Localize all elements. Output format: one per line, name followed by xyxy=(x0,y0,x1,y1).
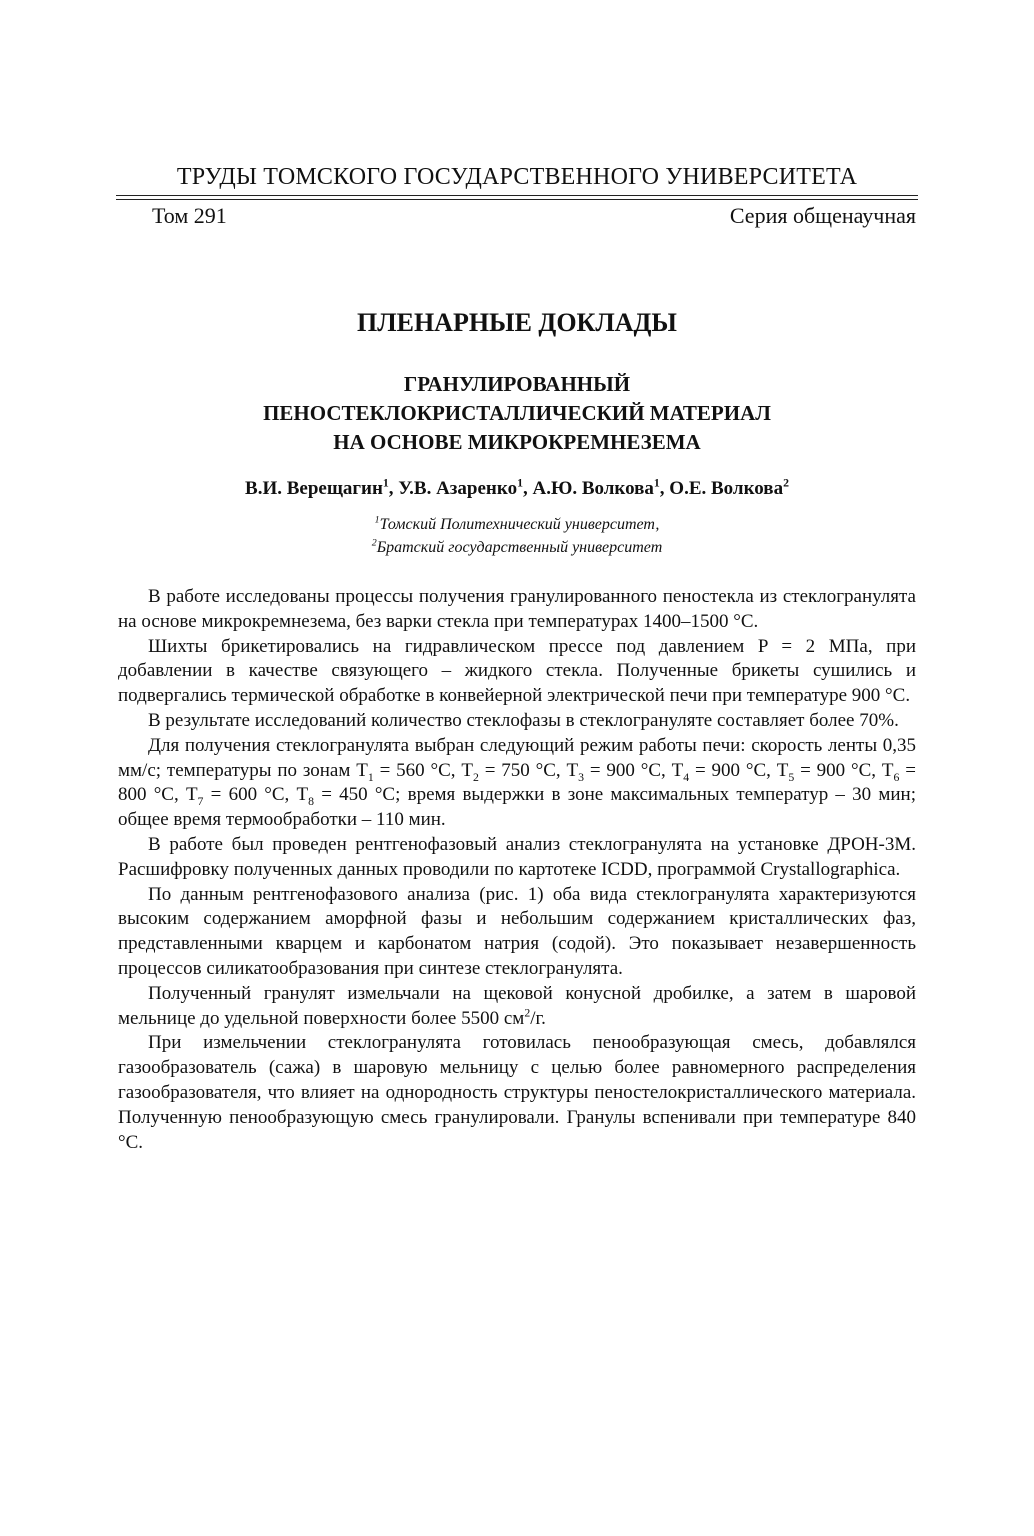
furnace-mode-tail: ; время выдержки в зоне максимальных температур – 30 мин; общее время термообработки – 110 мин. xyxy=(118,784,916,831)
body-paragraph: По данным рентгенофазового анализа (рис. 1) оба вида стеклогранулята характеризуются высоким содержанием аморфной фазы и небольшим содержанием кристаллических фаз, представленными кварцем и карбонатом натрия (содой). Это показывает незавершенность процессов силикатообразования при синтезе стеклогранулята. xyxy=(118,883,916,979)
header-rule-top xyxy=(116,195,918,196)
body-paragraph: Шихты брикетировались на гидравлическом прессе под давлением P = 2 МПа, при добавлении в качестве связующего – жидкого стекла. Полученные брикеты сушились и подвергались термической обработке в конвейерной электрической печи при температуре 900 °С. xyxy=(118,635,916,707)
article-title xyxy=(116,370,918,457)
affiliation-number: 1 xyxy=(374,514,380,526)
furnace-mode-intro: Для получения стеклогранулята выбран следующий режим работы печи: скорость ленты 0,35 мм/с; температуры по зонам xyxy=(118,734,916,781)
body-paragraph: В работе был проведен рентгенофазовый анализ стеклогранулята на установке ДРОН-3М. Расшифровку полученных данных проводили по картотеке ICDD, программой Crystallographica. xyxy=(118,833,916,880)
body-paragraph: В результате исследований количество стеклофазы в стеклогрануляте составляет более 70%. xyxy=(148,709,899,731)
superscript-exponent: 2 xyxy=(524,1006,531,1020)
section-title: ПЛЕНАРНЫЕ ДОКЛАДЫ xyxy=(357,308,677,337)
article-title-line: НА ОСНОВЕ МИКРОКРЕМНЕЗЕМА xyxy=(333,430,701,454)
affiliations xyxy=(116,513,918,559)
author-name: А.Ю. Волкова xyxy=(532,478,654,499)
author-name: У.В. Азаренко xyxy=(398,478,518,499)
article-title-line: ГРАНУЛИРОВАННЫЙ xyxy=(403,372,631,396)
author-affiliation-mark: 2 xyxy=(783,476,789,490)
affiliation-text: Братский государственный университет xyxy=(376,539,663,556)
body-paragraph-furnace-mode xyxy=(118,734,916,833)
zone-temperature: $T_7 = 600$ °С, xyxy=(185,784,297,809)
body-paragraph-grinding: Полученный гранулят измельчали на щековой конусной дробилке, а затем в шаровой мельнице до удельной поверхности более 5500 $см^2/г$. xyxy=(118,982,916,1029)
author-name: О.Е. Волкова xyxy=(669,478,784,499)
body-paragraph: В работе исследованы процессы получения гранулированного пеностекла из стеклогранулята на основе микрокремнезема, без варки стекла при температурах 1400–1500 °С. xyxy=(118,586,916,632)
series-name: Серия общенаучная xyxy=(729,203,916,228)
zone-temperature: $T_4 = 900$ °С, xyxy=(671,759,777,784)
affiliation-line xyxy=(116,513,918,536)
volume-number: Том 291 xyxy=(152,203,227,228)
article-body xyxy=(118,585,916,1155)
affiliation-text: Томский Политехнический университет, xyxy=(379,516,660,533)
zone-temperature: $T_2 = 750$ °С, xyxy=(461,759,567,784)
zone-temperature: $T_1 = 560$ °С, xyxy=(356,759,462,784)
author-affiliation-mark: 1 xyxy=(653,476,660,490)
zone-temperature: $T_3 = 900$ °С, xyxy=(566,759,672,784)
article-title-line: ПЕНОСТЕКЛОКРИСТАЛЛИЧЕСКИЙ МАТЕРИАЛ xyxy=(263,401,771,425)
author-affiliation-mark: 1 xyxy=(517,476,523,490)
author-separator: , xyxy=(659,478,670,499)
zone-temperature: $T_8 = 450$ °С xyxy=(296,784,396,809)
author-affiliation-mark: 1 xyxy=(382,476,389,490)
author-separator: , xyxy=(388,478,399,499)
body-paragraph: При измельчении стеклогранулята готовилась пенообразующая смесь, добавлялся газообразователь (сажа) в шаровую мельницу с целью более равномерного распределения газообразователя, что влияет на однородность структуры пеностелокристаллического материала. Полученную пенообразующую смесь гранулировали. Гранулы вспенивали при температуре 840 °С. xyxy=(118,1032,916,1153)
header-rule-bottom xyxy=(116,199,918,200)
zone-temperature: $T_5 = 900$ °С, xyxy=(776,759,882,784)
journal-title: ТРУДЫ ТОМСКОГО ГОСУДАРСТВЕННОГО УНИВЕРСИТЕТА xyxy=(176,164,858,190)
author-separator: , xyxy=(522,478,533,499)
author-list xyxy=(116,476,918,502)
author-name: В.И. Верещагин xyxy=(245,478,383,499)
affiliation-line xyxy=(116,536,918,559)
affiliation-number: 2 xyxy=(371,537,377,549)
zone-temperature: $T_6 = 800$ °С, xyxy=(118,759,916,806)
